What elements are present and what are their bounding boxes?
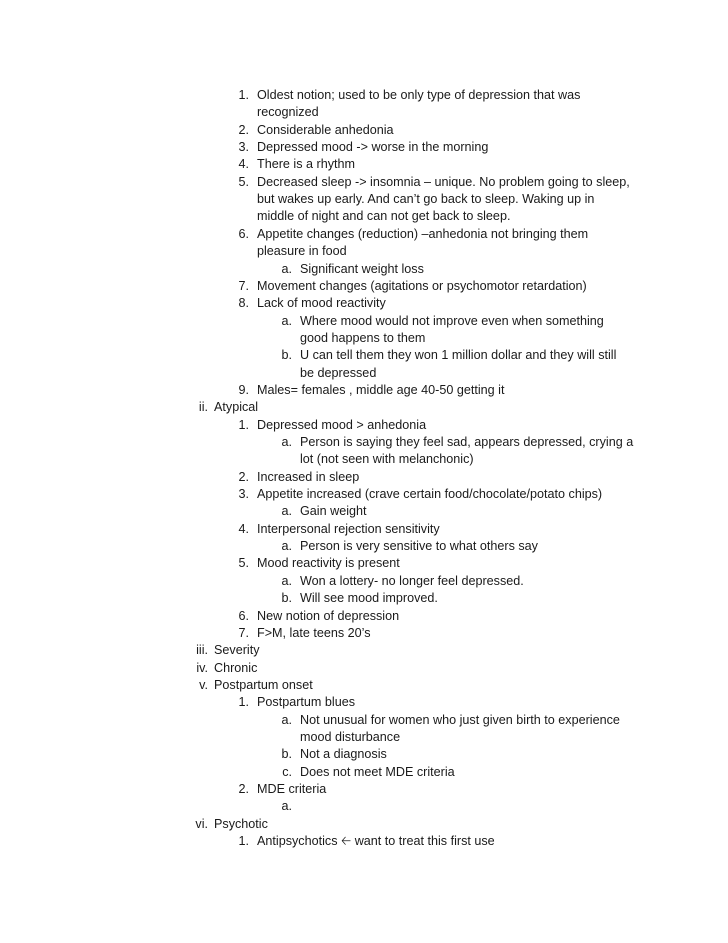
item-text: Appetite increased (crave certain food/chocolate/potato chips)	[257, 487, 603, 502]
outline-item	[0, 122, 728, 139]
outline-item	[0, 746, 728, 763]
item-marker: 3.	[238, 140, 249, 155]
item-text: Decreased sleep -> insomnia – unique. No problem going to sleep,	[257, 174, 630, 189]
item-marker: 6.	[238, 608, 249, 623]
item-text: Depressed mood -> worse in the morning	[257, 140, 489, 155]
item-marker: 2.	[238, 782, 249, 796]
item-marker: 2.	[238, 122, 249, 137]
item-marker: 1.	[238, 88, 249, 102]
outline-item-continuation	[0, 330, 728, 347]
outline-item	[0, 347, 728, 364]
item-marker: 4.	[238, 521, 249, 536]
item-marker: 3.	[238, 487, 249, 502]
item-marker: 8.	[238, 296, 249, 311]
outline-item	[0, 608, 728, 625]
outline-item	[0, 174, 728, 191]
outline-item-continuation	[0, 365, 728, 382]
item-text: Won a lottery- no longer feel depressed.	[300, 573, 524, 588]
item-text: Depressed mood > anhedonia	[257, 417, 427, 432]
outline-item	[0, 434, 728, 451]
item-text: Not a diagnosis	[300, 747, 387, 762]
outline-item	[0, 278, 728, 295]
item-text: lot (not seen with melanchonic)	[300, 452, 474, 467]
outline-item	[0, 382, 728, 399]
item-text: Will see mood improved.	[300, 591, 438, 606]
outline-item	[0, 156, 728, 173]
item-text: Interpersonal rejection sensitivity	[257, 521, 440, 536]
outline-item	[0, 521, 728, 538]
item-marker: 2.	[238, 469, 249, 484]
item-marker: c.	[282, 764, 292, 779]
item-text: Does not meet MDE criteria	[300, 764, 455, 779]
outline-item	[0, 573, 728, 590]
item-text: but wakes up early. And can’t go back to sleep. Waking up in	[257, 192, 595, 207]
item-text: There is a rhythm	[257, 157, 355, 172]
item-marker: 6.	[238, 226, 249, 241]
item-text: Significant weight loss	[300, 261, 424, 276]
item-marker: a.	[281, 504, 292, 519]
item-text: Severity	[214, 643, 260, 658]
item-marker: a.	[281, 712, 292, 727]
item-text: Oldest notion; used to be only type of depression that was	[257, 88, 581, 102]
item-text: good happens to them	[300, 330, 426, 345]
item-text: pleasure in food	[257, 244, 347, 259]
outline-item	[0, 417, 728, 434]
item-marker: 1.	[238, 834, 249, 849]
outline-item	[0, 399, 728, 416]
outline-item	[0, 677, 728, 694]
outline-item-continuation	[0, 729, 728, 746]
item-marker: b.	[281, 591, 292, 606]
item-text: Considerable anhedonia	[257, 122, 394, 137]
item-marker: a.	[281, 435, 292, 449]
item-text: recognized	[257, 105, 319, 120]
outline-item	[0, 625, 728, 642]
outline-item	[0, 833, 728, 850]
item-text: Atypical	[214, 400, 259, 415]
item-text: Person is saying they feel sad, appears depressed, crying a	[300, 435, 634, 449]
outline-item	[0, 555, 728, 572]
outline-item-continuation	[0, 208, 728, 225]
item-marker: a.	[281, 313, 292, 328]
item-text: be depressed	[300, 365, 377, 380]
outline-item	[0, 469, 728, 486]
outline-item	[0, 538, 728, 555]
item-marker: 7.	[238, 625, 249, 640]
outline-item	[0, 798, 728, 815]
item-marker: iv.	[196, 660, 208, 675]
outline-item	[0, 694, 728, 711]
outline-item	[0, 226, 728, 243]
item-text: Antipsychotics 🡠 want to treat this first use	[257, 834, 495, 849]
item-marker: 5.	[238, 174, 249, 189]
outline-item	[0, 590, 728, 607]
item-text: middle of night and can not get back to sleep.	[257, 209, 511, 224]
item-marker: b.	[281, 747, 292, 762]
item-marker: iii.	[196, 643, 208, 658]
item-marker: v.	[199, 677, 208, 692]
outline-item	[0, 642, 728, 659]
item-text: Lack of mood reactivity	[257, 296, 386, 311]
item-marker: 1.	[238, 695, 249, 710]
item-text: Gain weight	[300, 504, 367, 519]
item-text: Where mood would not improve even when something	[300, 313, 604, 328]
outline-item-continuation	[0, 451, 728, 468]
item-text: U can tell them they won 1 million dollar and they will still	[300, 348, 617, 363]
outline-item	[0, 660, 728, 677]
outline-item	[0, 781, 728, 798]
item-text: F>M, late teens 20’s	[257, 625, 371, 640]
outline-item	[0, 313, 728, 330]
outline-item	[0, 87, 728, 104]
item-marker: 7.	[238, 278, 249, 293]
outline-item	[0, 139, 728, 156]
outline-item	[0, 486, 728, 503]
item-text: mood disturbance	[300, 729, 401, 744]
item-text: Postpartum blues	[257, 695, 356, 710]
outline-item	[0, 295, 728, 312]
item-marker: ii.	[198, 400, 208, 415]
item-marker: b.	[281, 348, 292, 363]
item-marker: 1.	[238, 417, 249, 432]
item-marker: 5.	[238, 556, 249, 571]
item-text: Mood reactivity is present	[257, 556, 400, 571]
outline-item	[0, 261, 728, 278]
item-text: Movement changes (agitations or psychomotor retardation)	[257, 278, 587, 293]
item-marker: vi.	[195, 816, 208, 831]
item-marker: a.	[281, 573, 292, 588]
outline-item-continuation	[0, 191, 728, 208]
item-marker: a.	[281, 799, 292, 814]
item-text: MDE criteria	[257, 782, 327, 796]
item-marker: a.	[281, 539, 292, 554]
outline-item	[0, 712, 728, 729]
item-marker: 9.	[238, 382, 249, 397]
item-text: Appetite changes (reduction) –anhedonia not bringing them	[257, 226, 589, 241]
item-text: Chronic	[214, 660, 258, 675]
item-text: New notion of depression	[257, 608, 400, 623]
outline-item	[0, 816, 728, 833]
item-text: Postpartum onset	[214, 677, 313, 692]
item-marker: 4.	[238, 157, 249, 172]
outline-item-continuation	[0, 104, 728, 121]
outline-item-continuation	[0, 243, 728, 260]
item-text: Person is very sensitive to what others say	[300, 539, 538, 554]
outline-item	[0, 764, 728, 781]
item-marker: a.	[281, 261, 292, 276]
outline-item	[0, 503, 728, 520]
item-text: Increased in sleep	[257, 469, 360, 484]
item-text: Psychotic	[214, 816, 268, 831]
item-text: Not unusual for women who just given birth to experience	[300, 712, 620, 727]
item-text: Males= females , middle age 40-50 getting it	[257, 382, 505, 397]
